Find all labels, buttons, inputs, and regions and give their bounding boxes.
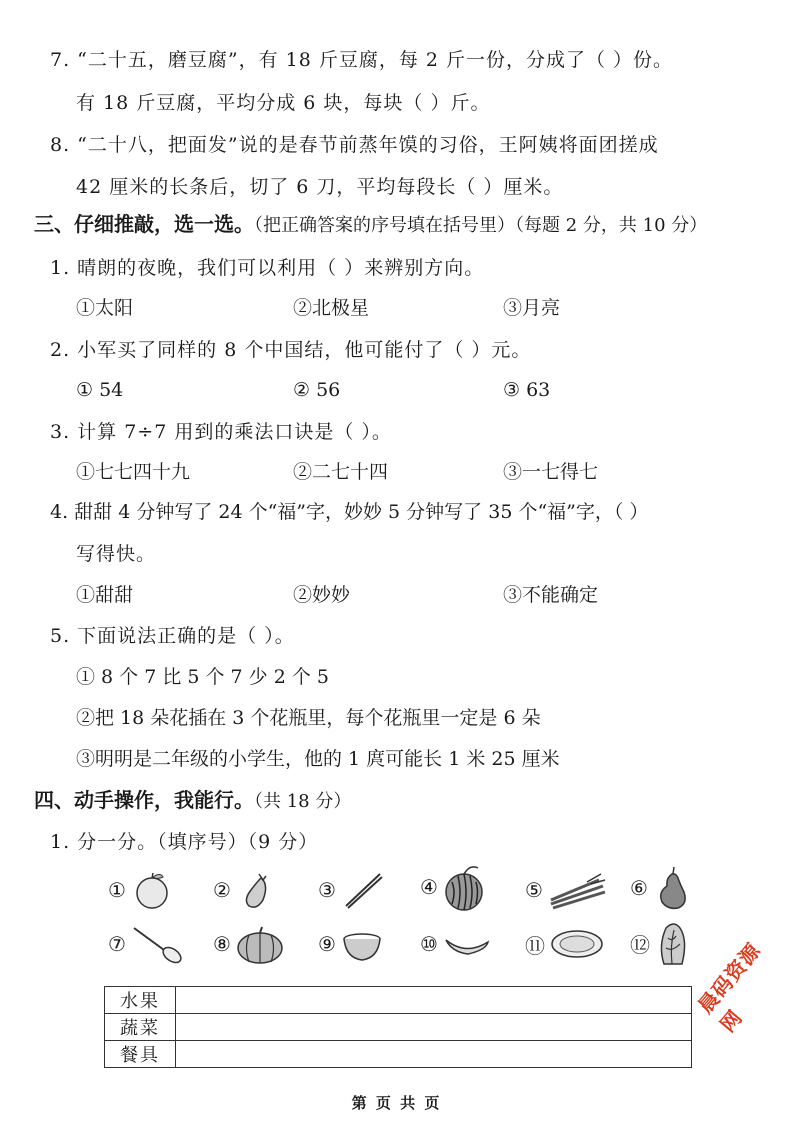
- item-1-label: ①: [108, 878, 126, 902]
- spoon-icon: [130, 922, 186, 966]
- s3q1-option-3[interactable]: ③月亮: [503, 297, 561, 319]
- item-8: [213, 922, 285, 966]
- s3q2-option-2[interactable]: ② 56: [293, 379, 341, 401]
- s3q3-text: 3. 计算 7÷7 用到的乘法口诀是（ ）。: [50, 421, 392, 443]
- section3-title: 三、仔细推敲，选一选。: [34, 212, 254, 236]
- s3q3-option-1[interactable]: ①七七四十九: [76, 461, 191, 483]
- s3q4-option-1[interactable]: ①甜甜: [76, 584, 134, 606]
- item-7-label: ⑦: [108, 932, 126, 956]
- item-1: [108, 868, 174, 912]
- row-header-tableware: 餐具: [105, 1041, 176, 1068]
- answer-cell-vegetable[interactable]: [176, 1014, 692, 1041]
- item-6: [630, 864, 692, 912]
- item-8-label: ⑧: [213, 932, 231, 956]
- item-4: [420, 862, 488, 912]
- s3q3-option-2[interactable]: ②二七十四: [293, 461, 389, 483]
- s3q5-option-3[interactable]: ③明明是二年级的小学生，他的 1 庹可能长 1 米 25 厘米: [76, 748, 560, 770]
- s3q4-line1: 4. 甜甜 4 分钟写了 24 个“福”字，妙妙 5 分钟写了 35 个“福”字，（ ）: [50, 501, 649, 523]
- item-12-label: ⑫: [630, 932, 650, 957]
- item-10-label: ⑩: [420, 932, 438, 956]
- item-11-label: ⑪: [525, 933, 545, 958]
- answer-cell-tableware[interactable]: [176, 1041, 692, 1068]
- item-2: [213, 868, 275, 912]
- s3q4-option-2[interactable]: ②妙妙: [293, 584, 351, 606]
- eggplant-icon: [235, 868, 275, 912]
- item-12: [630, 918, 694, 968]
- s3q2-text: 2. 小军买了同样的 8 个中国结，他可能付了（ ）元。: [50, 339, 532, 361]
- item-11: [525, 922, 605, 966]
- pumpkin-icon: [235, 922, 285, 966]
- item-7: [108, 922, 186, 966]
- answer-cell-fruit[interactable]: [176, 987, 692, 1014]
- page-footer: 第 页 共 页: [351, 1094, 442, 1112]
- section4-note: （共 18 分）: [254, 791, 352, 812]
- q8-line1: 8. “二十八，把面发”说的是春节前蒸年馍的习俗，王阿姨将面团搓成: [50, 134, 659, 156]
- banana-icon: [442, 922, 492, 966]
- q8-line2: 42 厘米的长条后，切了 6 刀，平均每段长（ ）厘米。: [76, 176, 564, 198]
- s3q5-option-1[interactable]: ① 8 个 7 比 5 个 7 少 2 个 5: [76, 666, 329, 688]
- s3q1-option-2[interactable]: ②北极星: [293, 297, 370, 319]
- plate-icon: [549, 922, 605, 966]
- chopsticks-icon: [340, 868, 384, 912]
- item-4-label: ④: [420, 875, 438, 899]
- item-2-label: ②: [213, 878, 231, 902]
- item-3: [318, 868, 384, 912]
- s3q1-text: 1. 晴朗的夜晚，我们可以利用（ ）来辨别方向。: [50, 257, 485, 279]
- section3-heading: [34, 211, 707, 239]
- section3-note: （把正确答案的序号填在括号里）（每题 2 分，共 10 分）: [254, 215, 708, 236]
- s3q3-option-3[interactable]: ③一七得七: [503, 461, 599, 483]
- pear-icon: [652, 864, 692, 912]
- item-3-label: ③: [318, 878, 336, 902]
- section4-heading: [34, 787, 351, 815]
- green-onion-icon: [547, 868, 607, 912]
- s3q2-option-3[interactable]: ③ 63: [503, 379, 551, 401]
- row-header-fruit: 水果: [105, 987, 176, 1014]
- item-5: [525, 868, 607, 912]
- watermark-stamp: 晨码资源网: [693, 938, 766, 1037]
- s4q1-text: 1. 分一分。（填序号）（9 分）: [50, 831, 319, 853]
- table-row: [105, 1041, 692, 1068]
- s3q4-option-3[interactable]: ③不能确定: [503, 584, 599, 606]
- item-5-label: ⑤: [525, 878, 543, 902]
- q7-line2: 有 18 斤豆腐，平均分成 6 块，每块（ ）斤。: [76, 92, 491, 114]
- item-10: [420, 922, 492, 966]
- bok-choy-icon: [654, 918, 694, 968]
- s3q2-option-1[interactable]: ① 54: [76, 379, 124, 401]
- q7-line1: 7. “二十五，磨豆腐”，有 18 斤豆腐，每 2 斤一份，分成了（ ）份。: [50, 49, 674, 71]
- table-row: [105, 1014, 692, 1041]
- s3q5-option-2[interactable]: ②把 18 朵花插在 3 个花瓶里，每个花瓶里一定是 6 朵: [76, 707, 541, 729]
- item-9: [318, 922, 384, 966]
- item-6-label: ⑥: [630, 876, 648, 900]
- s3q4-line2: 写得快。: [76, 543, 157, 565]
- table-row: [105, 987, 692, 1014]
- bowl-icon: [340, 922, 384, 966]
- s3q1-option-1[interactable]: ①太阳: [76, 297, 134, 319]
- row-header-vegetable: 蔬菜: [105, 1014, 176, 1041]
- apple-icon: [130, 868, 174, 912]
- classification-table: [104, 986, 692, 1068]
- watermelon-icon: [442, 862, 488, 912]
- section4-title: 四、动手操作，我能行。: [34, 788, 254, 812]
- s3q5-text: 5. 下面说法正确的是（ ）。: [50, 625, 295, 647]
- item-9-label: ⑨: [318, 932, 336, 956]
